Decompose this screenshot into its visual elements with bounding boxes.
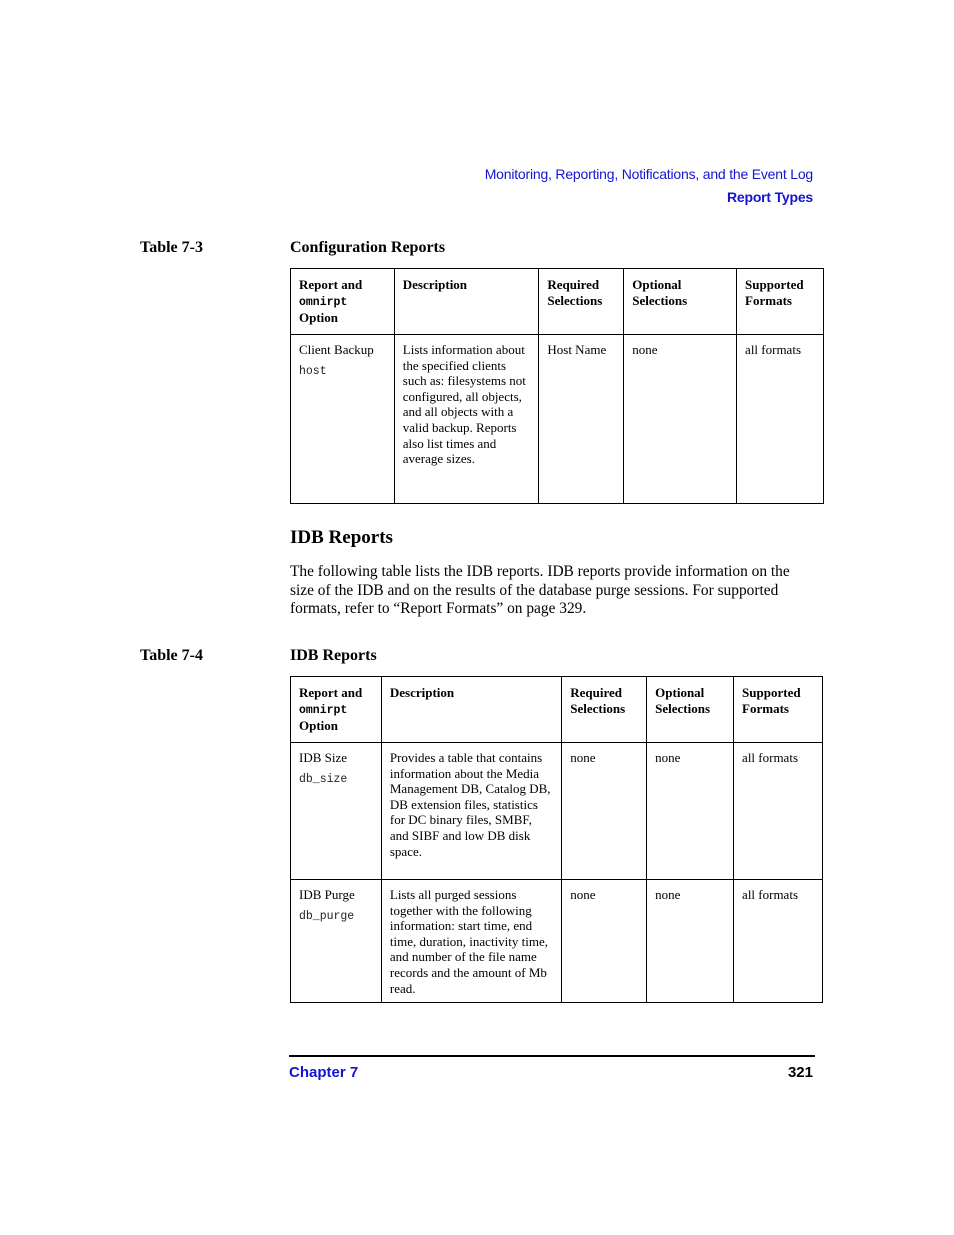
header-optional-selections: Optional Selections [647,677,734,743]
section-heading: IDB Reports [290,527,393,548]
footer-page-number: 321 [787,1064,813,1081]
configuration-reports-table [290,268,824,504]
formats-cell: all formats [734,743,823,880]
optional-cell: none [647,743,734,880]
report-option-cell [291,880,382,1003]
header-required-selections: Required Selections [562,677,647,743]
header-description: Description [394,269,539,335]
report-name: IDB Purge [299,887,355,902]
header-supported-formats: Supported Formats [737,269,824,335]
report-code: db_size [299,772,348,786]
optional-cell: none [624,335,737,504]
table1-title: Configuration Reports [290,239,446,256]
header-supported-formats: Supported Formats [734,677,823,743]
section-paragraph: The following table lists the IDB reports. IDB reports provide information on the size of the IDB and on the results of the database purge sessions. For supported formats, refer to “Report Formats” on page 329. [290,563,790,618]
table-header-row [291,677,823,743]
description-cell: Lists all purged sessions together with the following information: start time, end time, duration, inactivity time, and number of the file name records and the amount of Mb read. [381,880,561,1003]
header-report-option [291,269,395,335]
idb-reports-table [290,676,823,1003]
header-report-option [291,677,382,743]
header-option-label: Option [299,718,339,734]
header-option-label: Option [299,310,339,326]
report-code: host [299,364,327,378]
table-row [291,743,823,880]
table1-number: Table 7-3 [140,239,203,256]
description-cell: Lists information about the specified clients such as: filesystems not configured, all objects, and all objects with a valid backup. Reports also list times and average sizes. [394,335,539,504]
required-cell: none [562,743,647,880]
formats-cell: all formats [734,880,823,1003]
table2-title: IDB Reports [290,647,377,664]
footer-rule [289,1055,815,1057]
header-report-label: Report and [299,277,363,292]
report-code: db_purge [299,909,355,923]
table-header-row [291,269,824,335]
optional-cell: none [647,880,734,1003]
report-name: IDB Size [299,750,348,765]
report-option-cell [291,743,382,880]
running-header-subsection: Report Types [726,189,813,205]
description-cell: Provides a table that contains information about the Media Management DB, Catalog DB, DB extension files, statistics for DC binary files, SMBF, and SIBF and low DB disk space. [381,743,561,880]
table-row [291,335,824,504]
report-option-cell [291,335,395,504]
header-omnirpt-code: omnirpt [299,295,348,309]
header-omnirpt-code: omnirpt [299,703,348,717]
formats-cell: all formats [737,335,824,504]
table-row [291,880,823,1003]
table2-number: Table 7-4 [140,647,203,664]
required-cell: none [562,880,647,1003]
required-cell: Host Name [539,335,624,504]
header-optional-selections: Optional Selections [624,269,737,335]
header-required-selections: Required Selections [539,269,624,335]
header-report-label: Report and [299,685,363,700]
header-description: Description [381,677,561,743]
report-name: Client Backup [299,342,374,357]
footer-chapter: Chapter 7 [289,1064,359,1081]
running-header-section: Monitoring, Reporting, Notifications, and the Event Log [484,166,813,182]
